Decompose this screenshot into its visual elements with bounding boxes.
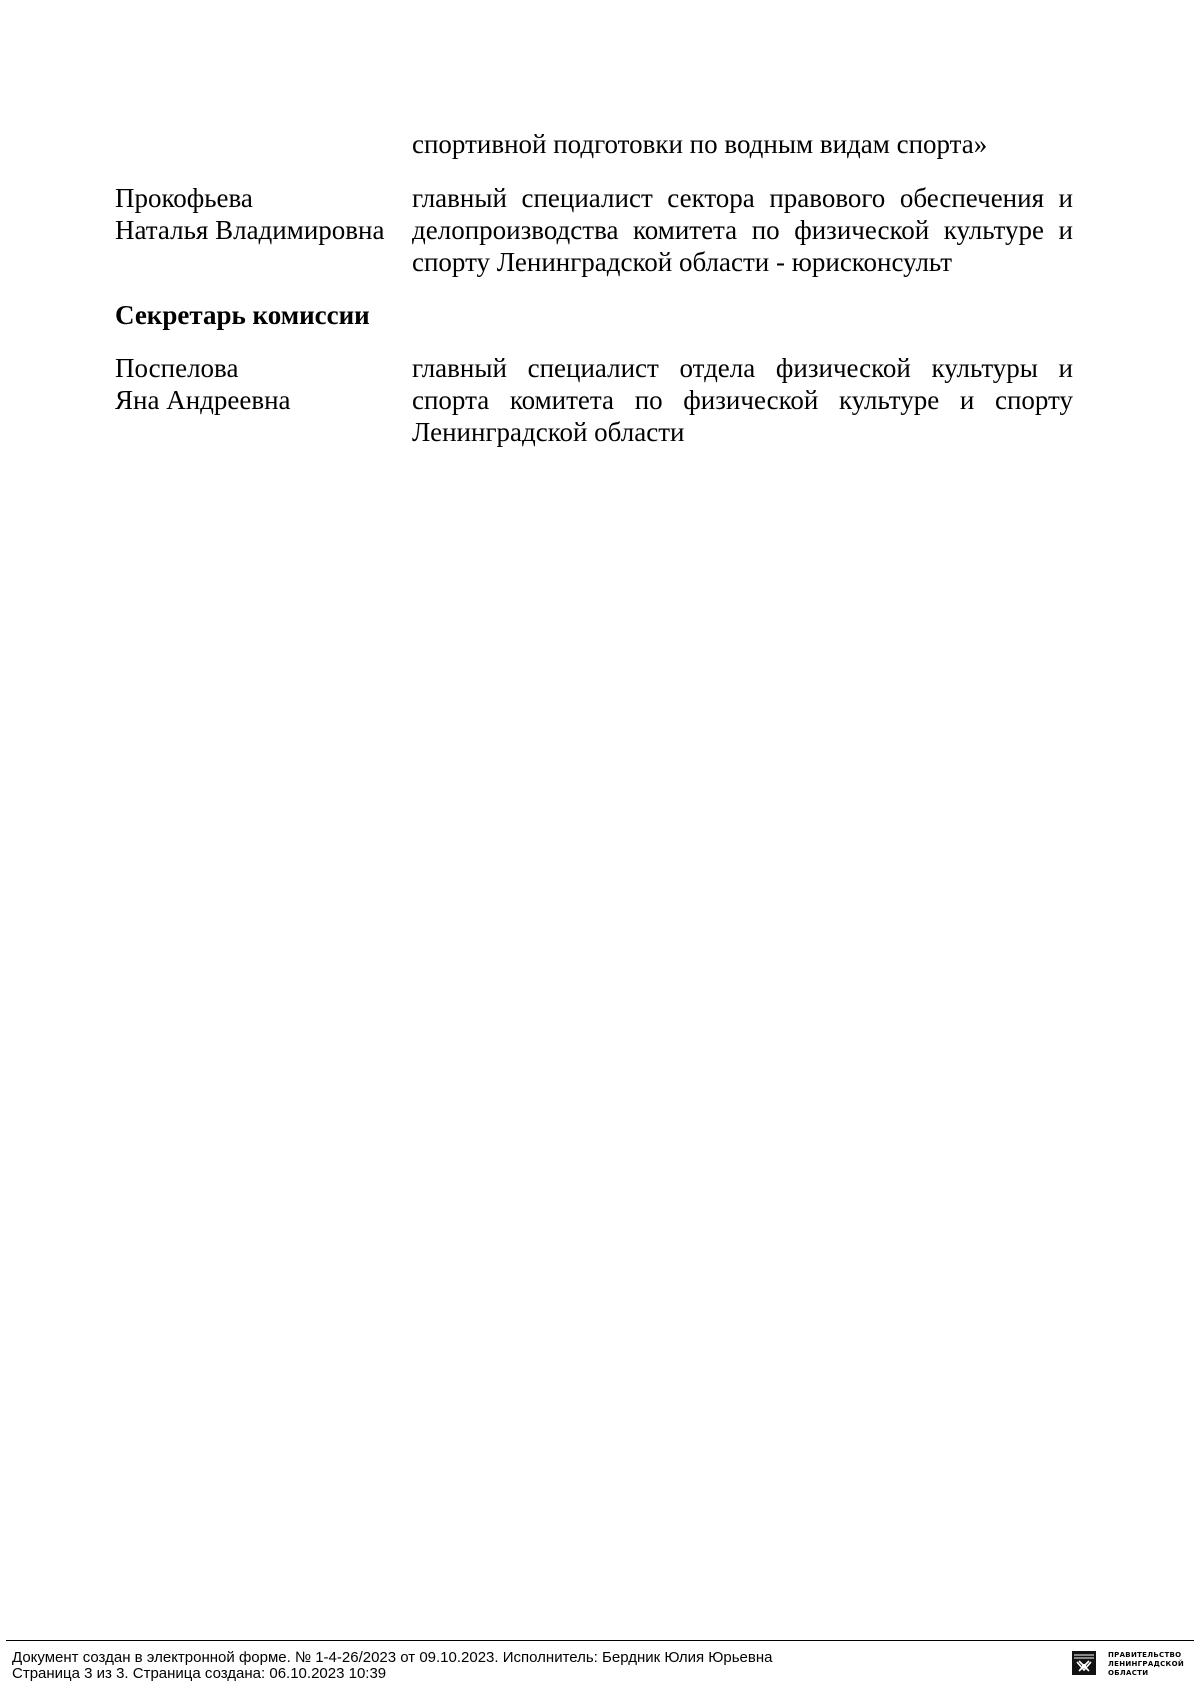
secretary-name-line1: Поспелова bbox=[115, 353, 239, 383]
member-position-line2: делопроизводства комитета по физической культуре и bbox=[412, 215, 1073, 245]
footer-divider bbox=[6, 1640, 1194, 1641]
member-position-line3: спорту Ленинградской области - юрисконсульт bbox=[412, 247, 952, 277]
secretary-position-line2: спорта комитета по физической культуре и спорту bbox=[412, 385, 1073, 415]
logo-text-line1: ПРАВИТЕЛЬСТВО bbox=[1108, 1651, 1182, 1659]
secretary-name-line2: Яна Андреевна bbox=[115, 385, 291, 415]
footer-line2: Страница 3 из 3. Страница создана: 06.10.2023 10:39 bbox=[12, 1665, 387, 1682]
footer-line1: Документ создан в электронной форме. № 1-4-26/2023 от 09.10.2023. Исполнитель: Бердник Юлия Юрьевна bbox=[12, 1649, 773, 1666]
logo-text-line2: ЛЕНИНГРАДСКОЙ bbox=[1108, 1660, 1184, 1668]
member-name-line2: Наталья Владимировна bbox=[115, 215, 385, 245]
secretary-position-line1: главный специалист отдела физической культуры и bbox=[412, 353, 1073, 383]
coat-of-arms-icon bbox=[1071, 1650, 1097, 1676]
continuation-text: спортивной подготовки по водным видам спорта» bbox=[412, 129, 988, 159]
logo-text-line3: ОБЛАСТИ bbox=[1108, 1669, 1149, 1677]
member-name-line1: Прокофьева bbox=[115, 183, 253, 213]
secretary-heading: Секретарь комиссии bbox=[115, 300, 370, 330]
member-position-line1: главный специалист сектора правового обеспечения и bbox=[412, 183, 1073, 213]
secretary-position-line3: Ленинградской области bbox=[412, 417, 685, 447]
